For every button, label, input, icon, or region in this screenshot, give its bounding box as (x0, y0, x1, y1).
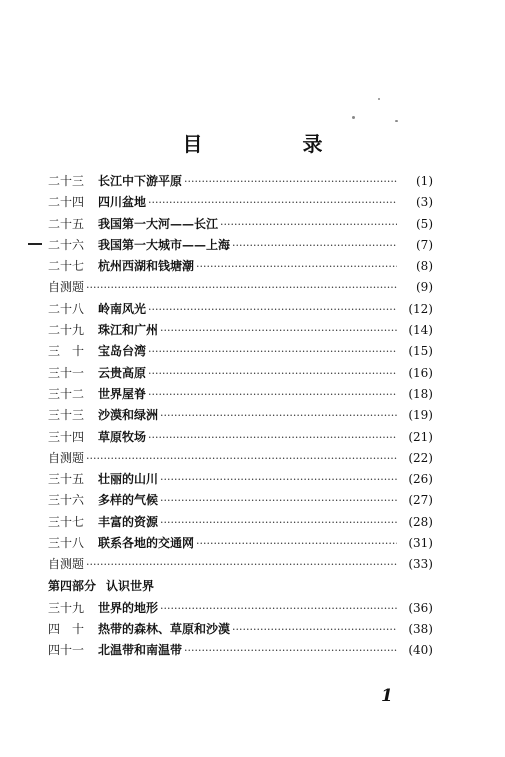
section-title: 认识世界 (106, 578, 155, 593)
toc-entry (48, 257, 433, 278)
entry-page: (26) (408, 472, 433, 487)
entry-title: 长江中下游平原 (98, 174, 183, 188)
dot-leader (232, 623, 397, 636)
dot-leader (86, 558, 397, 571)
entry-page: (15) (408, 344, 433, 359)
entry-page: (33) (408, 557, 433, 572)
entry-number: 二十六 (48, 237, 85, 252)
dot-leader (160, 473, 397, 486)
entry-number: 四 十 (48, 621, 85, 636)
toc-entry (48, 172, 433, 193)
toc-entry (48, 300, 433, 321)
entry-title: 自测题 (48, 450, 85, 465)
entry-number: 三十五 (48, 472, 85, 487)
toc-entry (48, 641, 433, 662)
title-char-1: 目 (182, 132, 203, 156)
dot-leader (148, 367, 397, 380)
entry-page: (8) (416, 259, 433, 274)
entry-number: 二十七 (48, 259, 85, 274)
entry-title: 宝岛台湾 (98, 344, 147, 359)
dot-leader (196, 537, 397, 550)
entry-number: 三十一 (48, 365, 85, 380)
ink-smudge (378, 98, 380, 100)
dot-leader (148, 196, 397, 209)
toc-entry-quiz (48, 278, 433, 299)
dot-leader (184, 644, 397, 657)
toc-entry (48, 364, 433, 385)
toc-entry-quiz (48, 555, 433, 576)
entry-title: 世界屋脊 (98, 386, 147, 401)
toc-entry (48, 491, 433, 512)
entry-page: (40) (408, 643, 433, 658)
entry-number: 三 十 (48, 344, 85, 359)
entry-number: 二十九 (48, 323, 85, 338)
entry-page: (16) (408, 365, 433, 380)
entry-title: 世界的地形 (98, 600, 159, 615)
entry-title: 多样的气候 (98, 493, 159, 508)
entry-number: 三十四 (48, 429, 85, 444)
entry-title: 四川盆地 (98, 195, 147, 210)
entry-title: 自测题 (48, 280, 85, 295)
entry-number: 三十二 (48, 386, 85, 401)
section-label: 第四部分 (48, 578, 97, 593)
entry-page: (31) (408, 536, 433, 551)
toc-entry (48, 236, 433, 257)
entry-page: (9) (416, 280, 433, 295)
entry-title: 珠江和广州 (98, 323, 159, 338)
toc-entry (48, 321, 433, 342)
entry-title: 北温带和南温带 (98, 643, 183, 658)
entry-page: (28) (408, 514, 433, 529)
entry-title: 岭南风光 (98, 301, 147, 316)
table-of-contents (48, 172, 433, 663)
toc-list (48, 172, 433, 577)
entry-number: 二十八 (48, 301, 85, 316)
toc-entry (48, 385, 433, 406)
dot-leader (148, 345, 397, 358)
entry-number: 二十四 (48, 195, 85, 210)
title-char-2: 录 (302, 132, 323, 156)
entry-page: (1) (416, 174, 433, 188)
ink-smudge (352, 116, 355, 119)
toc-entry (48, 342, 433, 363)
entry-title: 草原牧场 (98, 429, 147, 444)
dot-leader (160, 324, 397, 337)
entry-page: (19) (408, 408, 433, 423)
entry-title: 杭州西湖和钱塘潮 (98, 259, 195, 274)
toc-entry (48, 534, 433, 555)
entry-title: 沙漠和绿洲 (98, 408, 159, 423)
toc-entry (48, 215, 433, 236)
entry-page: (18) (408, 386, 433, 401)
entry-title: 联系各地的交通网 (98, 536, 195, 551)
entry-title: 热带的森林、草原和沙漠 (98, 621, 231, 636)
entry-number: 四十一 (48, 643, 85, 658)
toc-entry (48, 599, 433, 620)
toc-entry (48, 428, 433, 449)
entry-page: (7) (416, 237, 433, 252)
toc-entry (48, 193, 433, 214)
entry-title: 我国第一大城市——上海 (98, 237, 231, 252)
entry-number: 三十八 (48, 536, 85, 551)
section-heading (48, 577, 433, 599)
entry-title: 云贵高原 (98, 365, 147, 380)
entry-page: (21) (408, 429, 433, 444)
toc-entry-quiz (48, 449, 433, 470)
dot-leader (232, 239, 397, 252)
page-number: 1 (381, 686, 393, 706)
toc-entry (48, 406, 433, 427)
entry-title: 壮丽的山川 (98, 472, 159, 487)
entry-number: 三十六 (48, 493, 85, 508)
dot-leader (148, 431, 397, 444)
entry-page: (3) (416, 195, 433, 210)
toc-entry (48, 470, 433, 491)
dot-leader (86, 452, 397, 465)
dot-leader (148, 303, 397, 316)
dot-leader (160, 494, 397, 507)
entry-page: (36) (408, 600, 433, 615)
page-title (0, 128, 505, 157)
dot-leader (160, 602, 397, 615)
entry-number: 三十九 (48, 600, 85, 615)
dot-leader (184, 175, 397, 188)
dot-leader (148, 388, 397, 401)
dot-leader (220, 218, 397, 231)
entry-page: (12) (408, 301, 433, 316)
entry-page: (5) (416, 216, 433, 231)
entry-number: 三十三 (48, 408, 85, 423)
toc-list (48, 599, 433, 663)
toc-entry (48, 620, 433, 641)
toc-entry (48, 513, 433, 534)
entry-page: (27) (408, 493, 433, 508)
entry-number: 二十五 (48, 216, 85, 231)
dot-leader (160, 409, 397, 422)
entry-title: 我国第一大河——长江 (98, 216, 219, 231)
entry-number: 二十三 (48, 174, 85, 188)
dot-leader (196, 260, 397, 273)
entry-title: 丰富的资源 (98, 514, 159, 529)
margin-mark (28, 243, 42, 245)
entry-title: 自测题 (48, 557, 85, 572)
dot-leader (86, 281, 397, 294)
entry-number: 三十七 (48, 514, 85, 529)
entry-page: (14) (408, 323, 433, 338)
dot-leader (160, 516, 397, 529)
ink-smudge (395, 120, 398, 122)
entry-page: (22) (408, 450, 433, 465)
entry-page: (38) (408, 621, 433, 636)
